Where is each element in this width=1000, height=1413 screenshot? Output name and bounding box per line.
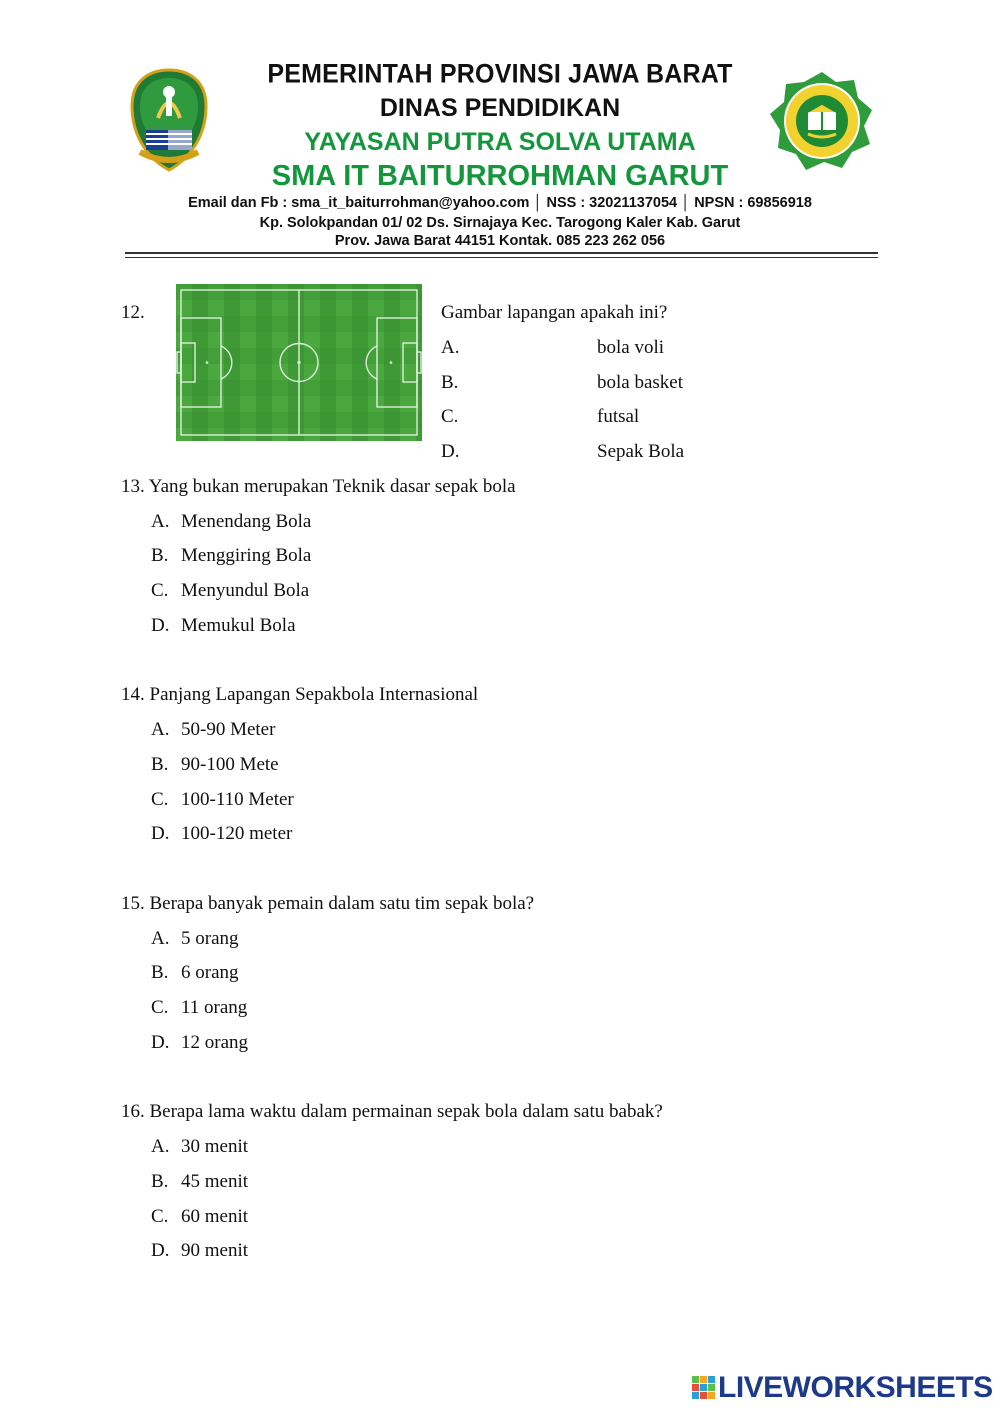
question-16-option-c[interactable]: 60 menit bbox=[181, 1206, 249, 1227]
question-16-option-a-letter: A. bbox=[151, 1136, 170, 1157]
question-14-option-c[interactable]: 100-110 Meter bbox=[181, 789, 294, 810]
question-16-option-d[interactable]: 90 menit bbox=[181, 1240, 249, 1261]
question-14-option-a-letter: A. bbox=[151, 719, 170, 740]
question-13-option-d-letter: D. bbox=[151, 615, 170, 636]
question-14-option-a[interactable]: 50-90 Meter bbox=[181, 719, 276, 740]
football-pitch-image bbox=[176, 284, 422, 441]
question-14-text: 14. Panjang Lapangan Sepakbola Internasional bbox=[121, 684, 479, 705]
question-12-option-a[interactable]: bola voli bbox=[597, 337, 665, 358]
question-15-option-a[interactable]: 5 orang bbox=[181, 928, 239, 949]
question-12-option-d-letter: D. bbox=[441, 441, 460, 462]
question-16-option-a[interactable]: 30 menit bbox=[181, 1136, 249, 1157]
question-16-text: 16. Berapa lama waktu dalam permainan sepak bola dalam satu babak? bbox=[121, 1101, 663, 1122]
question-15-option-d[interactable]: 12 orang bbox=[181, 1032, 249, 1053]
question-15-option-b[interactable]: 6 orang bbox=[181, 962, 239, 983]
question-13-option-a-letter: A. bbox=[151, 511, 170, 532]
question-13-option-a[interactable]: Menendang Bola bbox=[181, 511, 312, 532]
question-16-option-b-letter: B. bbox=[151, 1171, 169, 1192]
question-12-option-b-letter: B. bbox=[441, 372, 459, 393]
question-14-option-d[interactable]: 100-120 meter bbox=[181, 823, 293, 844]
question-12-option-b[interactable]: bola basket bbox=[597, 372, 684, 393]
question-13-option-d[interactable]: Memukul Bola bbox=[181, 615, 296, 636]
question-16-option-b[interactable]: 45 menit bbox=[181, 1171, 249, 1192]
question-12-option-a-letter: A. bbox=[441, 337, 460, 358]
question-14-option-b-letter: B. bbox=[151, 754, 169, 775]
question-12-option-d[interactable]: Sepak Bola bbox=[597, 441, 685, 462]
header-address: Kp. Solokpandan 01/ 02 Ds. Sirnajaya Kec. Tarogong Kaler Kab. Garut bbox=[259, 215, 741, 231]
question-12-option-c-letter: C. bbox=[441, 406, 459, 427]
header-school-name: SMA IT BAITURROHMAN GARUT bbox=[271, 160, 729, 192]
question-14-option-b[interactable]: 90-100 Mete bbox=[181, 754, 279, 775]
question-15-option-c[interactable]: 11 orang bbox=[181, 997, 248, 1018]
question-15-option-c-letter: C. bbox=[151, 997, 169, 1018]
liveworksheets-logo-icon bbox=[692, 1376, 716, 1405]
header-department-title: DINAS PENDIDIKAN bbox=[379, 94, 621, 122]
question-13-option-c[interactable]: Menyundul Bola bbox=[181, 580, 310, 601]
question-14-option-c-letter: C. bbox=[151, 789, 169, 810]
header-divider-thick bbox=[125, 252, 878, 254]
header-foundation-title: YAYASAN PUTRA SOLVA UTAMA bbox=[304, 128, 696, 156]
question-14-option-d-letter: D. bbox=[151, 823, 170, 844]
question-16-option-d-letter: D. bbox=[151, 1240, 170, 1261]
header-province-contact: Prov. Jawa Barat 44151 Kontak. 085 223 262 056 bbox=[334, 233, 666, 249]
header-government-title: PEMERINTAH PROVINSI JAWA BARAT bbox=[267, 58, 733, 90]
liveworksheets-brand[interactable]: LIVEWORKSHEETS bbox=[718, 1371, 993, 1404]
question-15-option-a-letter: A. bbox=[151, 928, 170, 949]
header-divider-thin bbox=[125, 257, 878, 258]
question-12-text: Gambar lapangan apakah ini? bbox=[441, 302, 668, 323]
question-12-number: 12. bbox=[121, 302, 145, 323]
question-13-text: 13. Yang bukan merupakan Teknik dasar sepak bola bbox=[121, 476, 516, 497]
question-12-option-c[interactable]: futsal bbox=[597, 406, 640, 427]
header-contact-email: Email dan Fb : sma_it_baiturrohman@yahoo.com │ NSS : 32021137054 │ NPSN : 69856918 bbox=[188, 195, 812, 211]
question-15-text: 15. Berapa banyak pemain dalam satu tim sepak bola? bbox=[121, 893, 535, 914]
question-13-option-c-letter: C. bbox=[151, 580, 169, 601]
question-15-option-b-letter: B. bbox=[151, 962, 169, 983]
question-13-option-b-letter: B. bbox=[151, 545, 169, 566]
question-16-option-c-letter: C. bbox=[151, 1206, 169, 1227]
question-13-option-b[interactable]: Menggiring Bola bbox=[181, 545, 312, 566]
question-15-option-d-letter: D. bbox=[151, 1032, 170, 1053]
